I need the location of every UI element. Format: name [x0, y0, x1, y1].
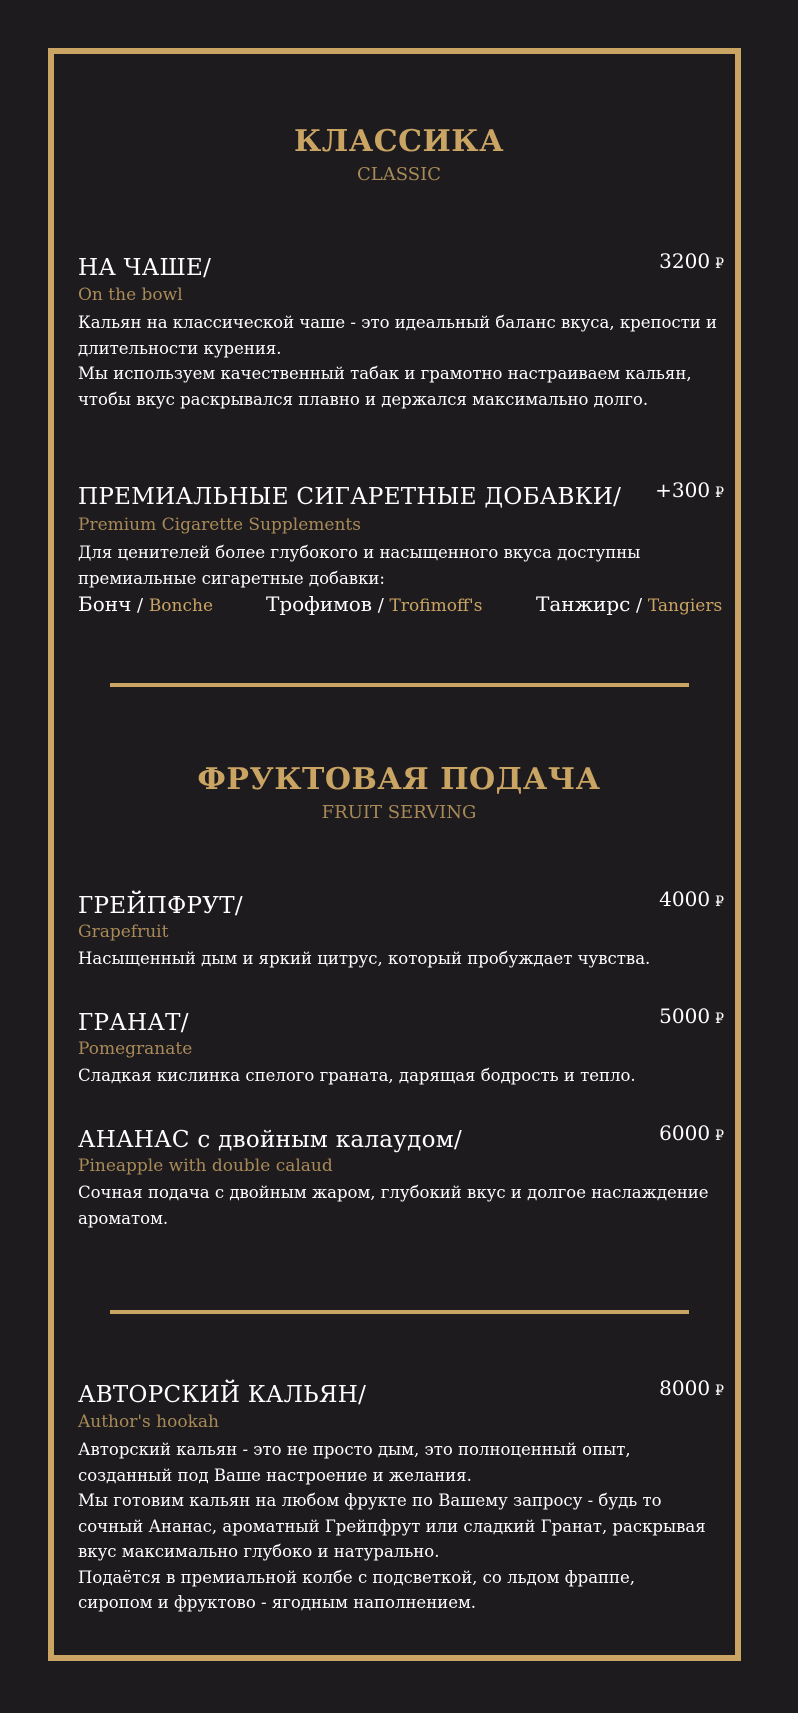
desc-line: Сочная подача с двойным жаром, глубокий вкус и долгое наслаждение: [78, 1183, 709, 1202]
item-desc-on-the-bowl: [78, 310, 718, 412]
desc-line: Кальян на классической чаше - это идеальный баланс вкуса, крепости и: [78, 313, 718, 332]
desc-line: длительности курения.: [78, 338, 282, 358]
item-en-pomegranate: Pomegranate: [78, 1039, 193, 1059]
item-en-pineapple: Pineapple with double calaud: [78, 1156, 333, 1176]
item-title-premium-supplements: ПРЕМИАЛЬНЫЕ СИГАРЕТНЫЕ ДОБАВКИ/: [78, 484, 622, 510]
item-price-on-the-bowl: 3200 ₽: [659, 249, 724, 273]
section-subtitle-fruit: FRUIT SERVING: [321, 802, 477, 823]
desc-line: премиальные сигаретные добавки:: [78, 568, 385, 588]
ruble-sign: ₽: [715, 1128, 724, 1144]
item-price-author-hookah: 8000 ₽: [659, 1376, 724, 1400]
item-en-premium-supplements: Premium Cigarette Supplements: [78, 515, 361, 535]
item-price-premium-supplements: +300 ₽: [655, 478, 724, 502]
item-price-pomegranate: 5000 ₽: [659, 1004, 724, 1028]
item-desc-premium-supplements: [78, 540, 718, 591]
ruble-sign: ₽: [715, 485, 724, 501]
item-desc-author-hookah: [78, 1437, 718, 1616]
item-en-author-hookah: Author's hookah: [78, 1412, 219, 1432]
supplement-bonche: Бонч / Bonche: [78, 592, 214, 616]
supplement-trofimoff: Трофимов / Trofimoff's: [266, 592, 483, 616]
desc-line: Насыщенный дым и яркий цитрус, который пробуждает чувства.: [78, 949, 651, 968]
desc-line: сочный Ананас, ароматный Грейпфрут или сладкий Гранат, раскрывая: [78, 1516, 706, 1536]
supplement-tangiers: Танжирс / Tangiers: [536, 592, 723, 616]
ruble-sign: ₽: [715, 1011, 724, 1027]
desc-line: Мы готовим кальян на любом фрукте по Вашему запросу - будь то: [78, 1491, 662, 1510]
item-desc-grapefruit: [78, 946, 718, 972]
item-title-pomegranate: ГРАНАТ/: [78, 1010, 189, 1036]
ruble-sign: ₽: [715, 1383, 724, 1399]
section-divider: [110, 1310, 689, 1314]
desc-line: Подаётся в премиальной колбе с подсветкой, со льдом фраппе,: [78, 1567, 636, 1587]
desc-line: Для ценителей более глубокого и насыщенного вкуса доступны: [78, 543, 641, 562]
item-title-pineapple: АНАНАС с двойным калаудом/: [78, 1127, 462, 1153]
item-desc-pineapple: [78, 1180, 718, 1231]
item-desc-pomegranate: [78, 1063, 718, 1089]
item-title-on-the-bowl: НА ЧАШЕ/: [78, 255, 212, 281]
desc-line: Сладкая кислинка спелого граната, дарящая бодрость и тепло.: [78, 1066, 636, 1085]
section-divider: [110, 683, 689, 687]
section-title-fruit: ФРУКТОВАЯ ПОДАЧА: [197, 762, 601, 797]
item-en-grapefruit: Grapefruit: [78, 922, 169, 942]
desc-line: ароматом.: [78, 1208, 169, 1228]
ruble-sign: ₽: [715, 256, 724, 272]
item-en-on-the-bowl: On the bowl: [78, 285, 183, 305]
desc-line: вкус максимально глубоко и натурально.: [78, 1542, 440, 1561]
desc-line: Мы используем качественный табак и грамотно настраиваем кальян,: [78, 364, 692, 383]
desc-line: сиропом и фруктово - ягодным наполнением.: [78, 1593, 477, 1612]
item-price-grapefruit: 4000 ₽: [659, 887, 724, 911]
item-price-pineapple: 6000 ₽: [659, 1121, 724, 1145]
ruble-sign: ₽: [715, 894, 724, 910]
section-subtitle-classic: CLASSIC: [357, 164, 441, 185]
item-title-author-hookah: АВТОРСКИЙ КАЛЬЯН/: [78, 1382, 367, 1408]
section-title-classic: КЛАССИКА: [293, 124, 505, 159]
desc-line: Авторский кальян - это не просто дым, это полноценный опыт,: [78, 1440, 631, 1459]
desc-line: созданный под Ваше настроение и желания.: [78, 1465, 472, 1485]
desc-line: чтобы вкус раскрывался плавно и держался максимально долго.: [78, 389, 649, 409]
item-title-grapefruit: ГРЕЙПФРУТ/: [78, 893, 243, 919]
